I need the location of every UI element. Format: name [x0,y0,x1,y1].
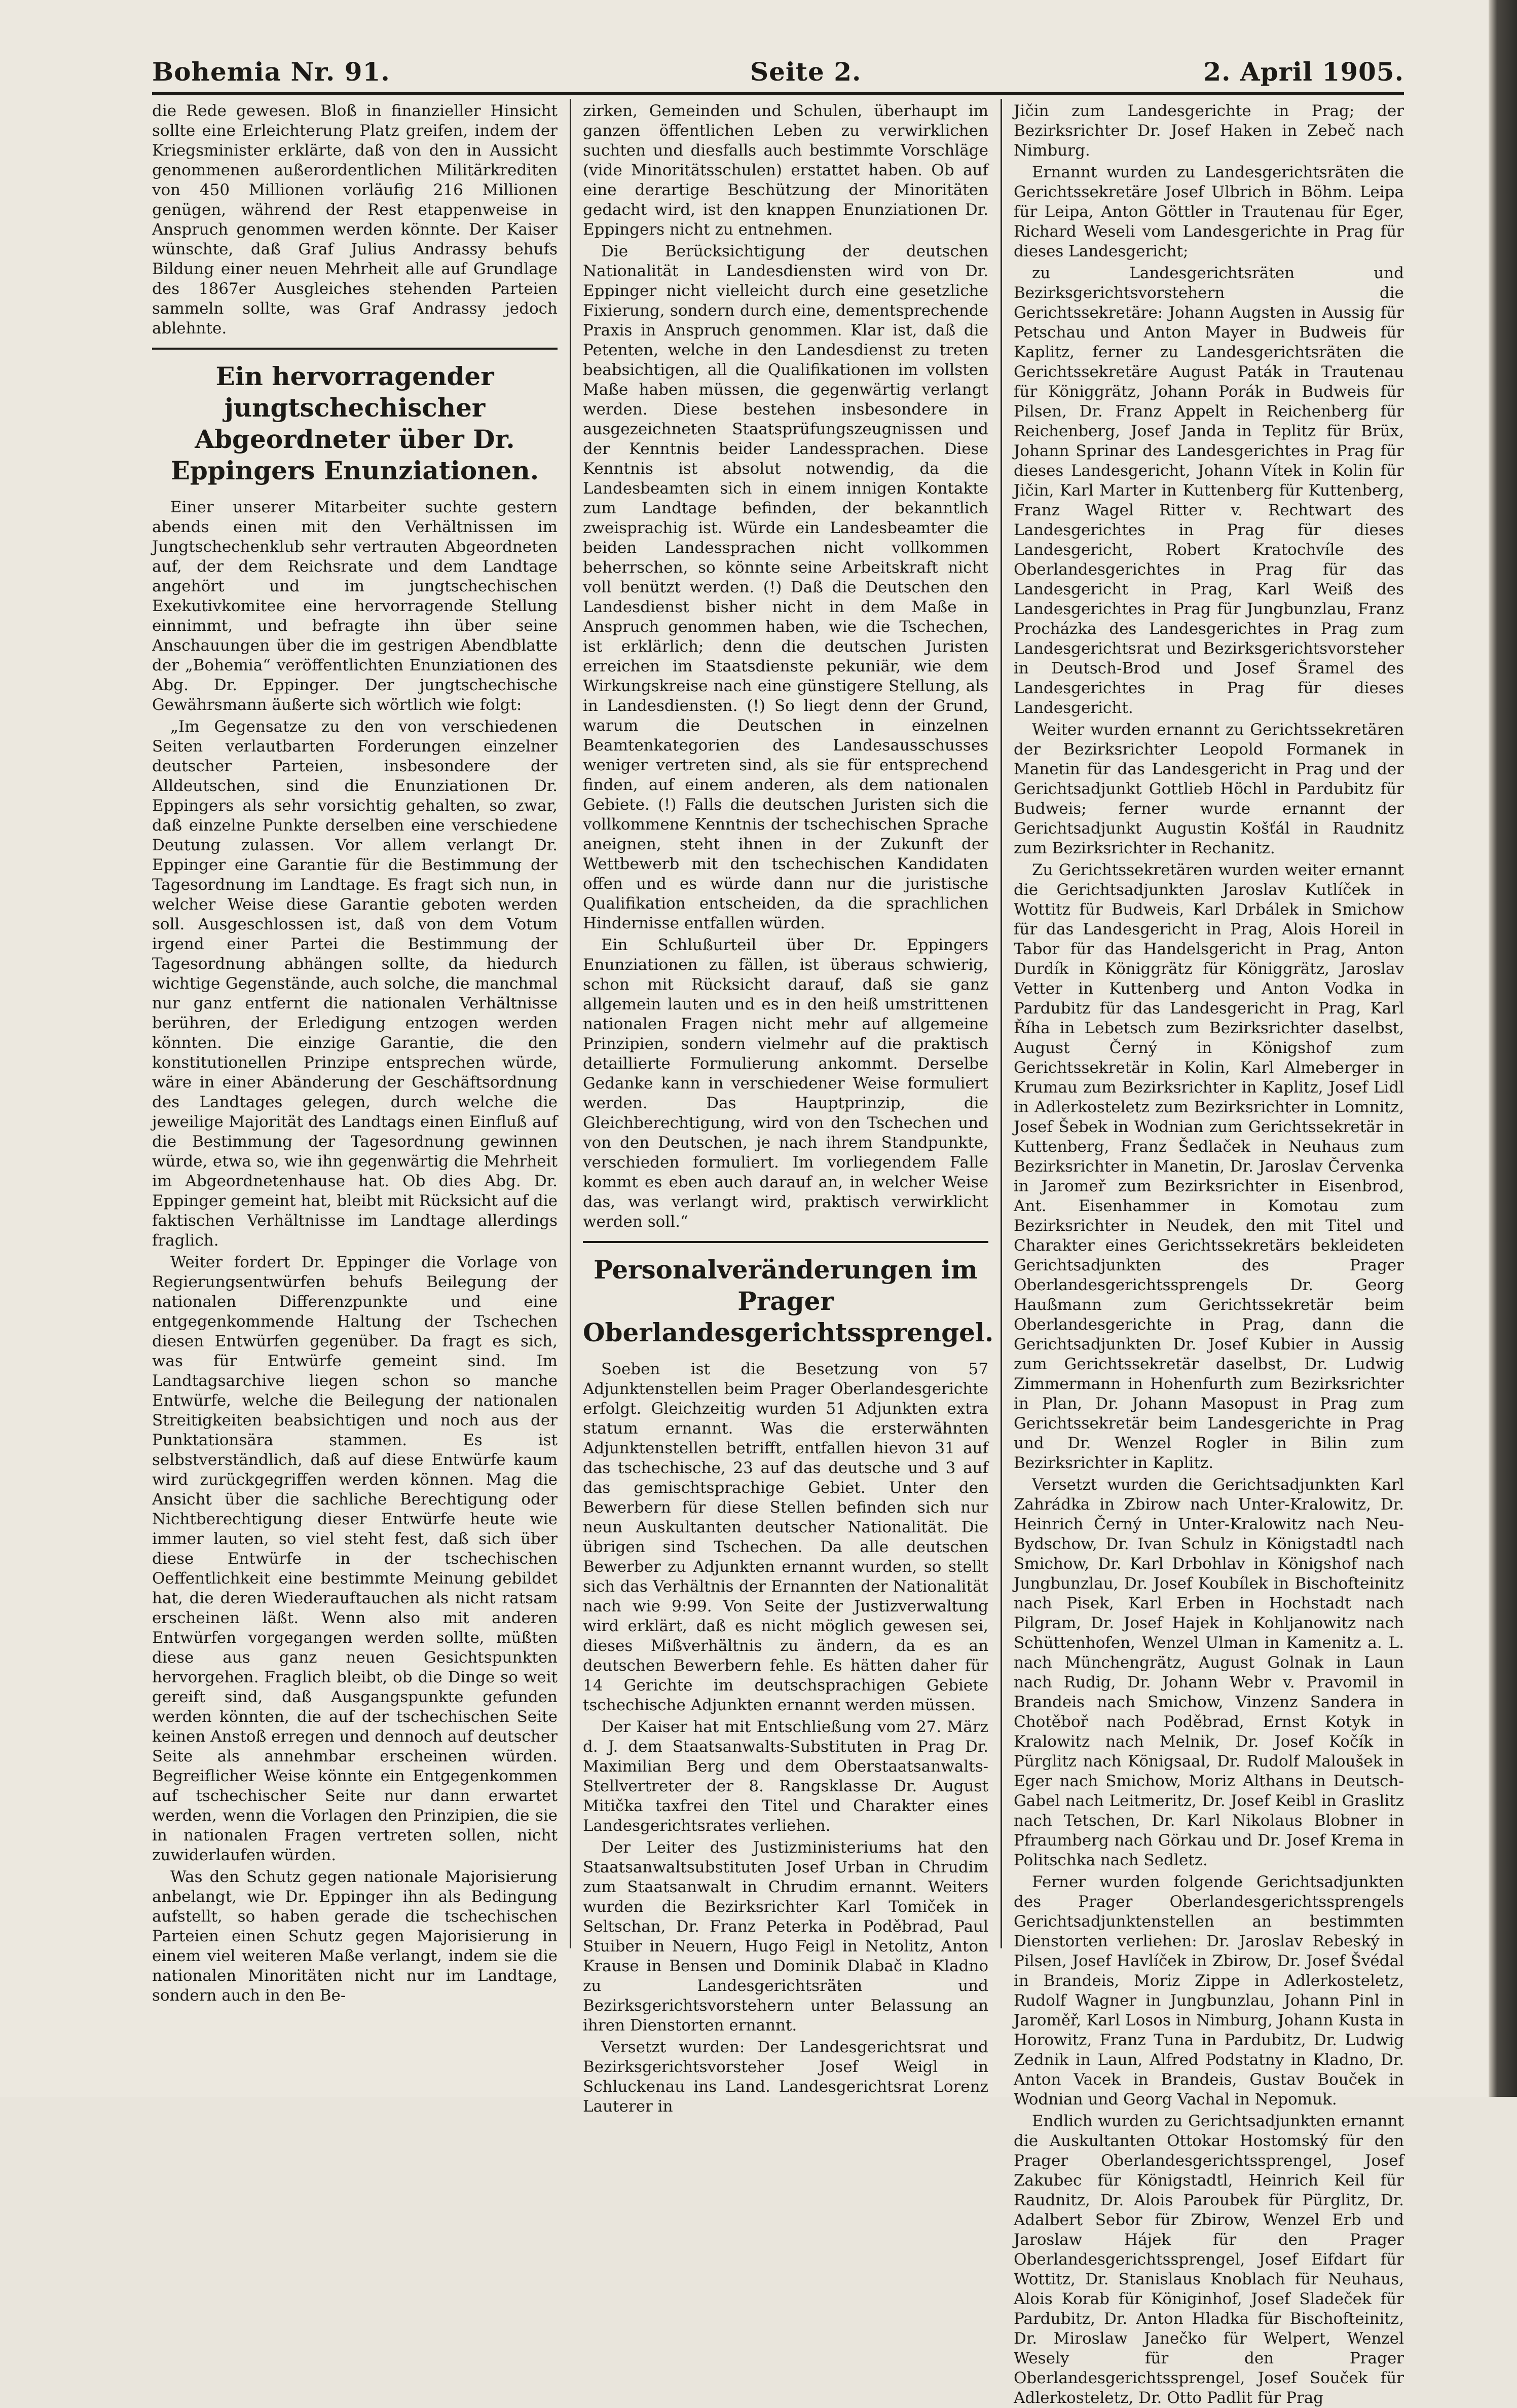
header-publication: Bohemia Nr. 91. [152,57,390,87]
page-edge-shadow [1489,0,1517,2097]
page-header [152,51,1404,91]
article-headline: Personalveränderungen im Prager Oberlandesgerichtssprengel. [583,1255,994,1347]
article-text: Der Kaiser hat mit Entschließung vom 27. März d. J. dem Staatsanwalts-Substituten in Prag Dr. Maximilian Berg und dem Oberstaatsanwalts-Stellvertreter der 8. Rangsklasse Dr. August Mitička taxfrei den Titel und Charakter eines Landesgerichtsrates verliehen. [583,1718,988,1835]
header-rule [152,92,1404,95]
article-text: Weiter wurden ernannt zu Gerichtssekretären der Bezirksrichter Leopold Formanek in Manetin für das Landesgericht in Prag und der Gerichtsadjunkt Gottlieb Höchl in Pardubitz für Budweis; ferner wurde ernannt der Gerichtsadjunkt Augustin Košťál in Raudnitz zum Bezirksrichter in Rechanitz. [1014,721,1404,857]
column-1 [152,101,558,2005]
article-text: Ferner wurden folgende Gerichtsadjunkten des Prager Oberlandesgerichtssprengels Gerichtsadjunktenstellen an bestimmten Dienstorten verliehen: Dr. Jaroslav Rebeský in Pilsen, Josef Havlíček in Zbirow, Dr. Josef Švédal in Brandeis, Moriz Zippe in Adlerkosteletz, Rudolf Wagner in Jungbunzlau, Johann Pinl in Jaroměř, Karl Losos in Nimburg, Johann Kusta in Horowitz, Franz Tuna in Pardubitz, Dr. Ludwig Zednik in Laun, Alfred Podstatny in Kladno, Dr. Anton Vacek in Brandeis, Gustav Bouček in Wodnian und Georg Vachal in Nepomuk. [1014,1873,1404,2109]
article-text: zu Landesgerichtsräten und Bezirksgerichtsvorstehern die Gerichtssekretäre: Johann Augsten in Aussig für Petschau und Anton Mayer in Budweis für Kaplitz, ferner zu Landesgerichtsräten die Gerichtssekretäre August Paták in Trautenau für Königgrätz, Johann Porák in Budweis für Pilsen, Dr. Franz Appelt in Reichenberg für Reichenberg, Josef Janda in Teplitz für Brüx, Johann Sprinar des Landesgerichtes in Prag für dieses Landesgericht, Johann Vítek in Kolin für Jičin, Karl Marter in Kuttenberg für Kuttenberg, Franz Wagel Ritter v. Rechtwart des Landesgerichtes in Prag für dieses Landesgericht, Robert Kratochvíle des Oberlandesgerichtes in Prag für das Landesgericht in Prag, Karl Weiß des Landesgerichtes in Prag für Jungbunzlau, Franz Procházka des Landesgerichtes in Prag zum Landesgerichtsrat und Bezirksgerichtsvorsteher in Deutsch-Brod und Josef Šramel des Landesgerichtes in Prag für dieses Landesgericht. [1014,264,1404,717]
article-text: Endlich wurden zu Gerichtsadjunkten ernannt die Auskultanten Ottokar Hostomský für den Prager Oberlandesgerichtssprengel, Josef Zakubec für Königstadtl, Heinrich Keil für Raudnitz, Dr. Alois Paroubek für Pürglitz, Dr. Adalbert Sebor für Zbirow, Wenzel Erb und Jaroslaw Hájek für den Prager Oberlandesgerichtssprengel, Josef Eifdart für Wottitz, Dr. Stanislaus Knoblach für Neuhaus, Alois Korab für Königinhof, Josef Sladeček für Pardubitz, Dr. Anton Hladka für Bischofteinitz, Dr. Miroslaw Janečko für Welpert, Wenzel Wesely für den Prager Oberlandesgerichtssprengel, Josef Souček für Adlerkosteletz, Dr. Otto Padlit für Prag [1014,2112,1404,2407]
article-text: Jičin zum Landesgerichte in Prag; der Bezirksrichter Dr. Josef Haken in Zebeč nach Nimburg. [1014,102,1404,160]
article-text: Der Leiter des Justizministeriums hat den Staatsanwaltsubstituten Josef Urban in Chrudim zum Staatsanwalt in Chrudim ernannt. Weiters wurden die Bezirksrichter Karl Tomiček in Seltschan, Dr. Franz Peterka in Poděbrad, Paul Stuiber in Neuern, Hugo Feigl in Netolitz, Anton Krause in Bensen und Dominik Dlabač in Kladno zu Landesgerichtsräten und Bezirksgerichtsvorstehern unter Belassung an ihren Dienstorten ernannt. [583,1838,988,2035]
article-text: Versetzt wurden die Gerichtsadjunkten Karl Zahrádka in Zbirow nach Unter-Kralowitz, Dr. Heinrich Černý in Unter-Kralowitz nach Neu-Bydschow, Dr. Ivan Schulz in Königstadtl nach Smichow, Dr. Karl Drbohlav in Königshof nach Jungbunzlau, Dr. Josef Koubílek in Bischofteinitz nach Pisek, Karl Erben in Hochstadt nach Pilgram, Dr. Josef Hajek in Kohljanowitz nach Schüttenhofen, Wenzel Ulman in Kamenitz a. L. nach Münchengrätz, August Golnak in Laun nach Rudig, Dr. Johann Webr v. Pravomil in Brandeis nach Smichow, Vinzenz Sandera in Chotěboř nach Poděbrad, Ernst Kotyk in Kralowitz nach Melnik, Dr. Josef Kočík in Pürglitz nach Königsaal, Dr. Rudolf Maloušek in Eger nach Smichow, Moriz Althans in Deutsch-Gabel nach Leitmeritz, Dr. Josef Keibl in Graslitz nach Tetschen, Dr. Karl Nikolaus Blobner in Pfraumberg nach Görkau und Dr. Josef Krema in Politschka nach Sedletz. [1014,1476,1404,1869]
column-2 [583,101,994,2116]
article-text: Versetzt wurden: Der Landesgerichtsrat und Bezirksgerichtsvorsteher Josef Weigl in Schluckenau ins Land. Landesgerichtsrat Lorenz Lauterer in [583,2038,988,2116]
article-text: Weiter fordert Dr. Eppinger die Vorlage von Regierungsentwürfen behufs Beilegung der nationalen Differenzpunkte und eine entgegenkommende Haltung der Tschechen diesen Entwürfen gegenüber. Da fragt es sich, was für Entwürfe gemeint sind. Im Landtagsarchive liegen schon so manche Entwürfe, welche die Beilegung der nationalen Streitigkeiten beabsichtigen und noch aus der Punktationsära stammen. Es ist selbstverständlich, daß auf diese Entwürfe kaum wird zurückgegriffen werden können. Mag die Ansicht über die sachliche Berechtigung oder Nichtberechtigung dieser Entwürfe heute wie immer lauten, so viel steht fest, daß sich über diese Entwürfe in der tschechischen Oeffentlichkeit eine bestimmte Meinung gebildet hat, die deren Wiederauftauchen als nicht ratsam erscheinen läßt. Wenn also mit anderen Entwürfen vorgegangen werden sollte, müßten diese aus ganz neuen Gesichtspunkten hervorgehen. Fraglich bleibt, ob die Dinge so weit gereift sind, daß Ausgangspunkte gefunden werden könnten, die auf der tschechischen Seite keinen Anstoß erregen und dennoch auf deutscher Seite als annehmbar erscheinen würden. Begreiflicher Weise könnte ein Entgegenkommen auf tschechischer Seite nur dann erwartet werden, wenn die Vorlagen den Prinzipien, die sie in nationalen Fragen vertreten sollen, nicht zuwiderlaufen würden. [152,1253,558,1864]
article-text: Ein Schlußurteil über Dr. Eppingers Enunziationen zu fällen, ist überaus schwierig, schon mit Rücksicht darauf, daß sie ganz allgemein lauten und es in den heiß umstrittenen nationalen Fragen nicht mehr auf allgemeine Prinzipien, sondern vielmehr auf die praktisch detaillierte Formulierung ankommt. Derselbe Gedanke kann in verschiedener Weise formuliert werden. Das Hauptprinzip, die Gleichberechtigung, wird von den Tschechen und von den Deutschen, je nach ihrem Standpunkte, verschieden formuliert. Im vorliegendem Falle kommt es eben auch darauf an, in welcher Weise das, was verlangt wird, praktisch verwirklicht werden soll.“ [583,936,988,1231]
header-page-number: Seite 2. [750,57,862,87]
article-headline: Ein hervorragender jungtschechischer Abgeordneter über Dr. Eppingers Enunziationen. [170,361,539,485]
article-text: Was den Schutz gegen nationale Majorisierung anbelangt, wie Dr. Eppinger ihn als Bedingung aufstellt, so haben gerade die tschechischen Parteien einen Schutz gegen Majorisierung in einem viel weiteren Maße verlangt, indem sie die nationalen Minoritäten nicht nur im Landtage, sondern auch in den Be- [152,1868,558,2005]
article-text: Ernannt wurden zu Landesgerichtsräten die Gerichtssekretäre Josef Ulbrich in Böhm. Leipa für Leipa, Anton Göttler in Trautenau für Eger, Richard Weseli vom Landesgerichte in Prag für dieses Landesgericht; [1014,163,1404,260]
article-text: Die Berücksichtigung der deutschen Nationalität in Landesdiensten wird von Dr. Eppinger nicht vielleicht durch eine gesetzliche Fixierung, sondern durch eine, dementsprechende Praxis in Anspruch genommen. Klar ist, daß die Petenten, welche in den Landesdienst zu treten beabsichtigen, all die Qualifikationen im vollsten Maße haben müssen, die gegenwärtig verlangt werden. Diese bestehen insbesondere in ausgezeichneten Staatsprüfungszeugnissen und der Kenntnis beider Landessprachen. Diese Kenntnis ist absolut notwendig, da die Landesbeamten sich in einem innigen Kontakte zum Landtage befinden, der bekanntlich zweisprachig ist. Würde ein Landesbeamter die beiden Landessprachen nicht vollkommen beherrschen, so könnte seine Arbeitskraft nicht voll benützt werden. (!) Daß die Deutschen den Landesdienst bisher nicht in dem Maße in Anspruch genommen haben, wie die Tschechen, ist erklärlich; denn die deutschen Juristen erreichen im Staatsdienste pekuniär, wie dem Wirkungskreise nach eine günstigere Stellung, als in Landesdiensten. (!) So liegt denn der Grund, warum die Deutschen in einzelnen Beamtenkategorien des Landesausschusses weniger vertreten sind, als sie für entsprechend finden, auf einem anderen, als dem nationalen Gebiete. (!) Falls die deutschen Juristen sich die vollkommene Kenntnis der tschechischen Sprache aneignen, steht ihnen in der Zukunft der Wettbewerb mit den tschechischen Kandidaten offen und es würde dann nur die juristische Qualifikation entscheiden, da die sprachlichen Hindernisse entfallen würden. [583,242,988,932]
article-text: Einer unserer Mitarbeiter suchte gestern abends einen mit den Verhältnissen im Jungtschechenklub sehr vertrauten Abgeordneten auf, der dem Reichsrate und dem Landtage angehört und im jungtschechischen Exekutivkomitee eine hervorragende Stellung einnimmt, und befragte ihn über seine Anschauungen über die im gestrigen Abendblatte der „Bohemia“ veröffentlichten Enunziationen des Abg. Dr. Eppinger. Der jungtschechische Gewährsmann äußerte sich wörtlich wie folgt: [152,498,558,714]
article-text: zirken, Gemeinden und Schulen, überhaupt im ganzen öffentlichen Leben zu verwirklichen suchten und diesfalls auch bestimmte Vorschläge (vide Minoritätsschulen) erstattet haben. Ob auf eine derartige Beschützung der Minoritäten gedacht wird, ist den knappen Enunziationen Dr. Eppingers nicht zu entnehmen. [583,102,988,239]
article-text: Soeben ist die Besetzung von 57 Adjunktenstellen beim Prager Oberlandesgerichte erfolgt. Gleichzeitig wurden 51 Adjunkten extra statum ernannt. Was die ersterwähnten Adjunktenstellen betrifft, entfallen hievon 31 auf das tschechische, 23 auf das deutsche und 3 auf das gemischtsprachige Gebiet. Unter den Bewerbern für diese Stellen befinden sich nur neun Auskultanten deutscher Nationalität. Die übrigen sind Tschechen. Da alle deutschen Bewerber zu Adjunkten ernannt wurden, so stellt sich das Verhältnis der Ernannten der Nationalität nach wie 9:99. Von Seite der Justizverwaltung wird erklärt, daß es nicht möglich gewesen sei, dieses Mißverhältnis zu ändern, da es an deutschen Bewerbern fehle. Es hätten daher für 14 Gerichte im deutschsprachigen Gebiete tschechische Adjunkten ernannt werden müssen. [583,1360,988,1714]
article-text: die Rede gewesen. Bloß in finanzieller Hinsicht sollte eine Erleichterung Platz greifen, indem der Kriegsminister erklärte, daß von den in Aussicht genommenen außerordentlichen Militärkrediten von 450 Millionen vorläufig 216 Millionen genügen, während der Rest etappenweise in Anspruch genommen werden könnte. Der Kaiser wünschte, daß Graf Julius Andrassy behufs Bildung einer neuen Mehrheit alle auf Grundlage des 1867er Ausgleiches stehenden Parteien sammeln sollte, was Graf Andrassy jedoch ablehnte. [152,102,558,337]
article-separator [152,348,558,350]
article-text: Zu Gerichtssekretären wurden weiter ernannt die Gerichtsadjunkten Jaroslav Kutlíček in Wottitz für Budweis, Karl Drbálek in Smichow für das Landesgericht in Prag, Alois Horeil in Tabor für das Handelsgericht in Prag, Anton Durdík in Königgrätz für Königgrätz, Jaroslav Vetter in Kuttenberg und Anton Vodka in Pardubitz für das Landesgericht in Prag, Karl Říha in Lebetsch zum Bezirksrichter daselbst, August Černý in Königshof zum Gerichtssekretär in Kolin, Karl Almeberger in Krumau zum Bezirksrichter in Kaplitz, Josef Lidl in Adlerkosteletz zum Bezirksrichter in Lomnitz, Josef Šebek in Wodnian zum Gerichtssekretär in Kuttenberg, Franz Šedlaček in Neuhaus zum Bezirksrichter in Manetin, Dr. Jaroslav Červenka in Jaromeř zum Bezirksrichter in Eisenbrod, Ant. Eisenhammer in Komotau zum Bezirksrichter in Neudek, den mit Titel und Charakter eines Gerichtssekretärs bekleideten Gerichtsadjunkten des Prager Oberlandesgerichtssprengels Dr. Georg Haußmann zum Gerichtssekretär beim Oberlandesgerichte in Prag, dann die Gerichtsadjunkten Dr. Josef Kubier in Aussig zum Gerichtssekretär daselbst, Dr. Ludwig Zimmermann in Hohenfurth zum Bezirksrichter in Plan, Dr. Johann Masopust in Prag zum Gerichtssekretär beim Landesgerichte in Prag und Dr. Wenzel Rogler in Bilin zum Bezirksrichter in Kaplitz. [1014,861,1404,1472]
column-divider [570,99,571,1948]
article-separator [583,1241,988,1243]
column-divider [1001,99,1002,1948]
column-3 [1014,101,1404,2407]
header-date: 2. April 1905. [1203,57,1404,87]
article-text: „Im Gegensatze zu den von verschiedenen Seiten verlautbarten Forderungen einzelner deutscher Parteien, insbesondere der Alldeutschen, sind die Enunziationen Dr. Eppingers als sehr vorsichtig gehalten, so zwar, daß einzelne Punkte derselben eine verschiedene Deutung zulassen. Vor allem verlangt Dr. Eppinger eine Garantie für die Bestimmung der Tagesordnung im Landtage. Es fragt sich nun, in welcher Weise diese Garantie geboten werden soll. Ausgeschlossen ist, daß von dem Votum irgend einer Partei die Bestimmung der Tagesordnung abhängen sollte, da hiedurch wichtige Gegenstände, auch solche, die manchmal nur ganz entfernt die nationalen Verhältnisse berühren, der Erledigung entzogen werden könnten. Die einzige Garantie, die den konstitutionellen Prinzipe entsprechen würde, wäre in einer Abänderung der Geschäftsordnung des Landtages gelegen, durch welche die jeweilige Majorität des Landtags einen Einfluß auf die Bestimmung der Tagesordnung gewinnen würde, etwa so, wie ihn gegenwärtig die Mehrheit im Abgeordnetenhause hat. Ob dies Abg. Dr. Eppinger gemeint hat, bleibt mit Rücksicht auf die faktischen Verhältnisse im Landtage allerdings fraglich. [152,718,558,1250]
